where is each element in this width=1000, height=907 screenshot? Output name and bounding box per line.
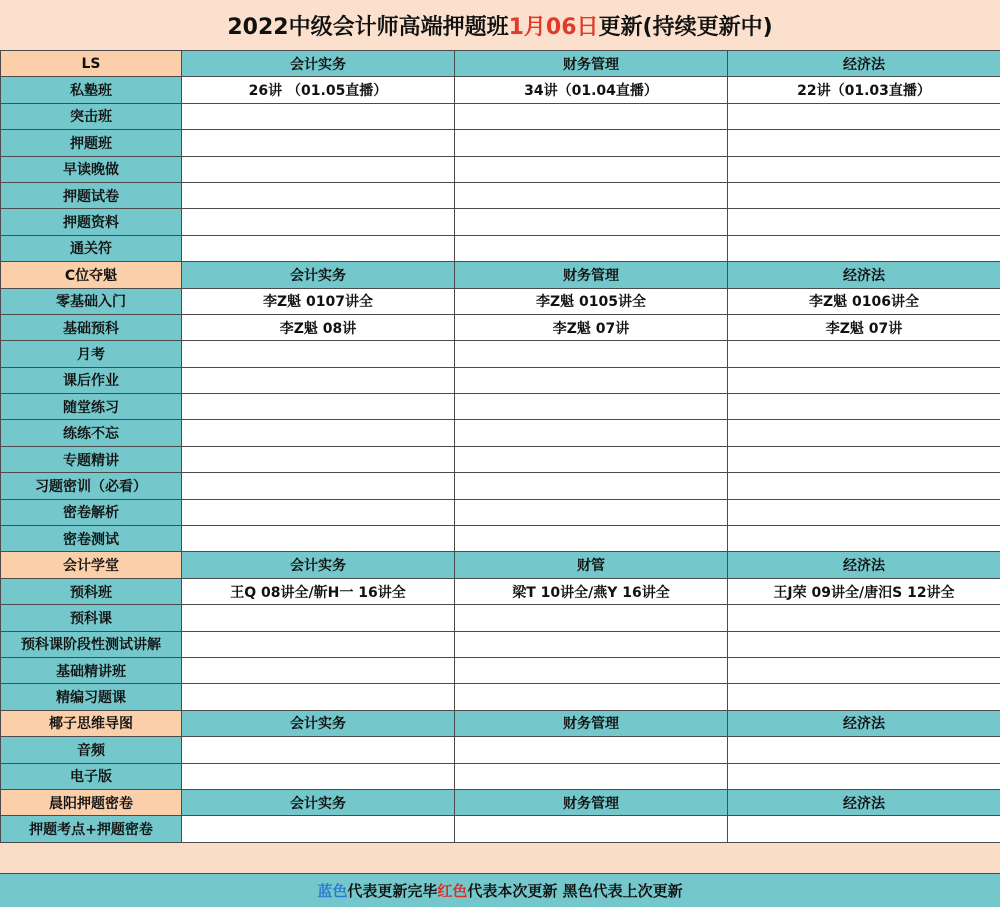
table-cell <box>182 684 455 710</box>
table-cell <box>455 367 728 393</box>
subject-header: 会计实务 <box>182 710 455 736</box>
title-date: 1月06日 <box>509 10 599 41</box>
table-cell <box>182 130 455 156</box>
table-cell <box>182 367 455 393</box>
table-cell <box>455 499 728 525</box>
table-cell: 王Q 08讲全/靳H一 16讲全 <box>182 578 455 604</box>
row-label: 练练不忘 <box>1 420 182 446</box>
table-cell: 梁T 10讲全/燕Y 16讲全 <box>455 578 728 604</box>
legend-blue-text: 代表更新完毕 <box>347 880 437 901</box>
table-cell <box>728 394 1000 420</box>
table-cell <box>182 103 455 129</box>
table-cell: 34讲（01.04直播） <box>455 77 728 103</box>
table-cell: 李Z魁 0106讲全 <box>728 288 1000 314</box>
subject-header: 经济法 <box>728 51 1000 77</box>
table-cell: 李Z魁 08讲 <box>182 314 455 340</box>
table-cell <box>455 394 728 420</box>
table-cell <box>728 605 1000 631</box>
table-cell <box>182 631 455 657</box>
table-cell: 李Z魁 07讲 <box>455 314 728 340</box>
section-name: 晨阳押题密卷 <box>1 789 182 815</box>
subject-header: 会计实务 <box>182 51 455 77</box>
table-cell <box>182 446 455 472</box>
table-row <box>1 394 1000 420</box>
table-row <box>1 737 1000 763</box>
table-cell: 王J荣 09讲全/唐汨S 12讲全 <box>728 578 1000 604</box>
table-cell <box>455 235 728 261</box>
row-label: 通关符 <box>1 235 182 261</box>
table-cell <box>728 737 1000 763</box>
legend-red-text: 代表本次更新 黑色代表上次更新 <box>467 880 682 901</box>
table-cell <box>182 394 455 420</box>
row-label: 预科课 <box>1 605 182 631</box>
subject-header: 财管 <box>455 552 728 578</box>
row-label: 预科班 <box>1 578 182 604</box>
table-cell <box>182 763 455 789</box>
table-row <box>1 473 1000 499</box>
row-label: 押题资料 <box>1 209 182 235</box>
legend-footer <box>0 873 1000 907</box>
subject-header: 经济法 <box>728 710 1000 736</box>
legend-red-word: 红色 <box>437 880 467 901</box>
table-row <box>1 657 1000 683</box>
table-cell <box>728 657 1000 683</box>
table-cell <box>455 130 728 156</box>
table-cell <box>182 341 455 367</box>
table-cell: 李Z魁 07讲 <box>728 314 1000 340</box>
table-cell <box>728 130 1000 156</box>
table-row <box>1 605 1000 631</box>
row-label: 音频 <box>1 737 182 763</box>
row-label: 早读晚做 <box>1 156 182 182</box>
table-row <box>1 578 1000 604</box>
subject-header: 财务管理 <box>455 51 728 77</box>
row-label: 押题考点+押题密卷 <box>1 816 182 842</box>
table-cell <box>455 103 728 129</box>
row-label: 私塾班 <box>1 77 182 103</box>
subject-header: 财务管理 <box>455 262 728 288</box>
row-label: 基础预科 <box>1 314 182 340</box>
title-suffix: 更新(持续更新中) <box>599 10 773 41</box>
row-label: 基础精讲班 <box>1 657 182 683</box>
table-row <box>1 631 1000 657</box>
table-cell <box>455 473 728 499</box>
subject-header: 财务管理 <box>455 710 728 736</box>
row-label: 月考 <box>1 341 182 367</box>
table-cell <box>728 816 1000 842</box>
table-cell <box>455 816 728 842</box>
table-cell <box>455 182 728 208</box>
table-row <box>1 684 1000 710</box>
table-cell <box>182 737 455 763</box>
subject-header: 财务管理 <box>455 789 728 815</box>
table-cell <box>728 631 1000 657</box>
table-cell <box>455 684 728 710</box>
table-cell: 李Z魁 0107讲全 <box>182 288 455 314</box>
section-header-row <box>1 51 1000 77</box>
table-row <box>1 235 1000 261</box>
subject-header: 经济法 <box>728 789 1000 815</box>
table-cell <box>455 657 728 683</box>
subject-header: 会计实务 <box>182 789 455 815</box>
table-row <box>1 288 1000 314</box>
table-cell <box>728 182 1000 208</box>
table-cell <box>455 631 728 657</box>
title-prefix: 2022中级会计师高端押题班 <box>227 10 508 41</box>
table-cell <box>455 763 728 789</box>
table-cell <box>728 526 1000 552</box>
table-cell <box>728 156 1000 182</box>
row-label: 课后作业 <box>1 367 182 393</box>
table-row <box>1 103 1000 129</box>
table-cell <box>455 605 728 631</box>
row-label: 精编习题课 <box>1 684 182 710</box>
table-cell <box>728 763 1000 789</box>
legend-blue-word: 蓝色 <box>317 880 347 901</box>
table-cell <box>182 420 455 446</box>
table-cell <box>728 473 1000 499</box>
table-cell <box>182 235 455 261</box>
section-header-row <box>1 789 1000 815</box>
table-cell <box>728 209 1000 235</box>
section-name: 会计学堂 <box>1 552 182 578</box>
subject-header: 经济法 <box>728 262 1000 288</box>
table-row <box>1 77 1000 103</box>
table-cell <box>182 473 455 499</box>
course-table <box>0 50 1000 843</box>
row-label: 电子版 <box>1 763 182 789</box>
table-row <box>1 130 1000 156</box>
table-row <box>1 763 1000 789</box>
table-cell <box>455 526 728 552</box>
table-cell: 26讲 （01.05直播） <box>182 77 455 103</box>
table-cell <box>728 684 1000 710</box>
row-label: 零基础入门 <box>1 288 182 314</box>
table-cell <box>455 446 728 472</box>
table-cell <box>728 341 1000 367</box>
table-cell <box>182 526 455 552</box>
table-cell <box>182 605 455 631</box>
table-cell <box>455 209 728 235</box>
subject-header: 会计实务 <box>182 262 455 288</box>
row-label: 押题试卷 <box>1 182 182 208</box>
row-label: 密卷测试 <box>1 526 182 552</box>
table-row <box>1 420 1000 446</box>
table-row <box>1 367 1000 393</box>
table-cell <box>728 446 1000 472</box>
table-cell <box>728 235 1000 261</box>
table-cell: 李Z魁 0105讲全 <box>455 288 728 314</box>
table-cell <box>728 420 1000 446</box>
table-cell <box>182 657 455 683</box>
table-row <box>1 209 1000 235</box>
section-header-row <box>1 552 1000 578</box>
table-row <box>1 156 1000 182</box>
table-cell <box>182 816 455 842</box>
row-label: 押题班 <box>1 130 182 156</box>
subject-header: 经济法 <box>728 552 1000 578</box>
table-cell <box>455 341 728 367</box>
table-cell <box>728 367 1000 393</box>
row-label: 随堂练习 <box>1 394 182 420</box>
table-row <box>1 816 1000 842</box>
row-label: 突击班 <box>1 103 182 129</box>
table-cell <box>455 420 728 446</box>
row-label: 专题精讲 <box>1 446 182 472</box>
table-cell <box>182 182 455 208</box>
table-cell <box>182 499 455 525</box>
section-name: C位夺魁 <box>1 262 182 288</box>
page-title <box>0 0 1000 51</box>
table-cell <box>455 156 728 182</box>
table-row <box>1 446 1000 472</box>
section-name: LS <box>1 51 182 77</box>
section-header-row <box>1 710 1000 736</box>
subject-header: 会计实务 <box>182 552 455 578</box>
table-cell <box>182 156 455 182</box>
section-header-row <box>1 262 1000 288</box>
table-row <box>1 499 1000 525</box>
table-row <box>1 341 1000 367</box>
table-cell <box>728 499 1000 525</box>
row-label: 习题密训（必看） <box>1 473 182 499</box>
table-cell: 22讲（01.03直播） <box>728 77 1000 103</box>
row-label: 密卷解析 <box>1 499 182 525</box>
table-cell <box>455 737 728 763</box>
table-cell <box>728 103 1000 129</box>
row-label: 预科课阶段性测试讲解 <box>1 631 182 657</box>
section-name: 椰子思维导图 <box>1 710 182 736</box>
table-row <box>1 182 1000 208</box>
table-cell <box>182 209 455 235</box>
table-row <box>1 314 1000 340</box>
table-row <box>1 526 1000 552</box>
